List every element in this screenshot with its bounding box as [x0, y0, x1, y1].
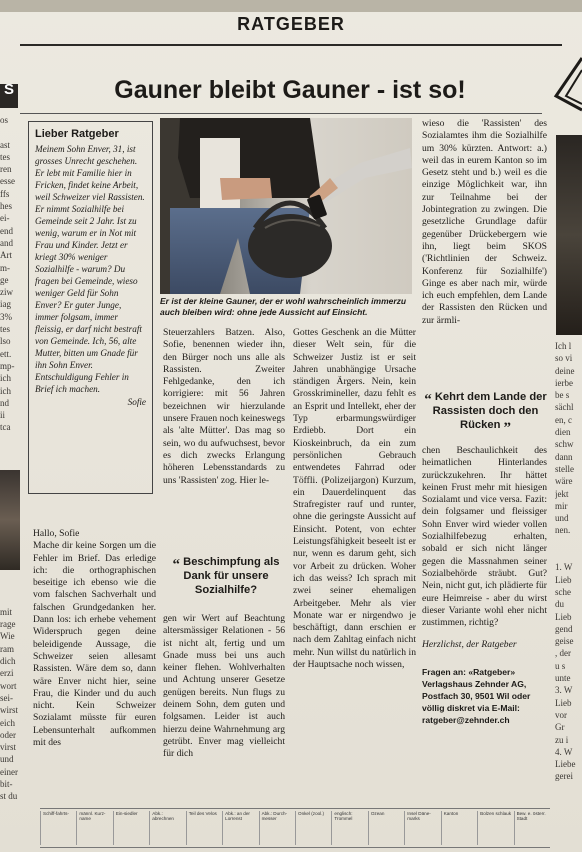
right-edge-word: jekt	[555, 488, 569, 499]
left-edge-word: virst	[0, 742, 17, 753]
right-edge-word: u s	[555, 660, 566, 671]
left-edge-word: ram	[0, 643, 14, 654]
article-column-4-continued	[422, 445, 547, 726]
left-edge-word	[0, 434, 20, 446]
corner-logo-icon	[552, 56, 582, 116]
contact-info: Fragen an: «Ratgeber» Verlagshaus Zehnder AG, Postfach 30, 9501 Wil oder völlig diskret via E-Mail: ratgeber@zehnder.ch	[422, 666, 531, 725]
left-edge-word	[0, 126, 20, 138]
left-edge-word: tes	[0, 324, 10, 335]
left-edge-word: wort	[0, 680, 17, 691]
crossword-cell: männl. Kurz-name	[76, 811, 112, 845]
right-edge-word	[555, 537, 582, 549]
article-column-3	[293, 327, 416, 671]
left-edge-words	[0, 114, 20, 803]
left-edge-word: ren	[0, 164, 12, 175]
right-edge-word: unte	[555, 673, 571, 684]
left-edge-word: ast	[0, 139, 10, 150]
left-edge-word: erzi	[0, 668, 14, 679]
article-column-2	[163, 327, 285, 487]
column-4-text: wieso die 'Rassisten' des Sozialamtes ihm die Sozialhilfe um 30% kürzten. Antwort: a.) weil das in eurem Kanton so im Gesetz steht und b.) weil es die einzige Möglichkeit war, ihn zur Teilnahme bei der Jobintegration zu zwingen. Die gesetzliche Grundlage dafür gegenüber Drückebergern wie ihn, liegt beim SKOS ('Richtlinien der Schweiz. Konferenz für Sozialhilfe') Ginge es aber nach mir, würde ich euch empfehlen, dem Lande der Rassisten den Rücken und zur ärmli-	[422, 118, 547, 326]
left-edge-word: nd	[0, 397, 9, 408]
letter-title: Lieber Ratgeber	[35, 128, 119, 140]
quote-open-icon: “	[172, 557, 181, 573]
right-edge-word: 1. W	[555, 562, 573, 573]
right-edge-photo	[556, 135, 582, 335]
right-edge-word: du	[555, 599, 564, 610]
headline-rule	[20, 113, 542, 114]
right-edge-word: 3. W	[555, 685, 573, 696]
right-edge-word: ierbe	[555, 377, 573, 388]
left-edge-word: hes	[0, 201, 12, 212]
left-edge-photo	[0, 470, 20, 570]
right-edge-word: stelle	[555, 463, 574, 474]
left-edge-word	[0, 458, 20, 470]
left-edge-word	[0, 569, 20, 581]
crossword-cell: Abk.: abrechnen	[149, 811, 185, 845]
right-edge-word: , der	[555, 648, 571, 659]
left-edge-word: tca	[0, 422, 11, 433]
left-edge-word: mp-	[0, 360, 15, 371]
left-edge-word: esse	[0, 176, 15, 187]
crossword-strip	[40, 808, 550, 848]
letter-body: Meinem Sohn Enver, 31, ist grosses Unrecht geschehen. Er lebt mit Familie hier in Fricken, findet keine Arbeit, weil Schweizer viel Rassisten. Er nimmt Sozialhilfe bei Gemeinde seit 2 Jahr. Ist zu wenig, warum er in Not mit Frau und Kinder. Jetzt er kriegt 30% weniger Sozialhilfe - warum? Du fragen bei Gemeinde, wieso weniger Geld für Sohn Enver? Er guter Junge, immer folgsam, immer fleissig, er darf nicht bestraft von Gemeinde. Ich, 56, alte Mutter, bitten um Gnade für ihn Sohn Enver. Entschuldigung Fehler in Brief ich machen.	[35, 144, 145, 394]
right-edge-word: en, c	[555, 414, 572, 425]
left-edge-word: os	[0, 115, 9, 125]
left-edge-word: tes	[0, 151, 10, 162]
right-edge-word: Lieb	[555, 574, 572, 585]
crossword-cell: Insel Däne-marks	[404, 811, 440, 845]
article-column-4	[422, 118, 547, 327]
right-edge-word: dien	[555, 427, 571, 438]
crossword-cell: englisch: Trommel	[331, 811, 367, 845]
left-edge-word: st du	[0, 791, 18, 802]
left-edge-word	[0, 446, 20, 458]
left-edge-word: ge	[0, 274, 9, 285]
right-edge-word: 4. W	[555, 746, 573, 757]
right-edge-word: zu i	[555, 734, 569, 745]
crossword-cell: Abk.: Durch-messer	[259, 811, 295, 845]
left-edge-word: ich	[0, 373, 11, 384]
article-column-2-continued	[163, 613, 285, 761]
left-edge-word: 3%	[0, 311, 12, 322]
right-edge-column	[555, 340, 582, 783]
right-edge-word: Lieb	[555, 697, 572, 708]
left-edge-word: rage	[0, 619, 16, 630]
crossword-cell: Onkel (zool.)	[295, 811, 331, 845]
left-edge-word: ffs	[0, 188, 10, 199]
left-edge-word: ei-	[0, 213, 10, 224]
left-edge-word: dich	[0, 656, 16, 667]
right-edge-word: Liebe	[555, 759, 576, 770]
pull-quote-1-text: Beschimpfung als Dank für unsere Sozialhilfe?	[183, 556, 280, 596]
pull-quote-1	[165, 556, 287, 597]
left-edge-word: Art	[0, 250, 12, 261]
left-edge-word: end	[0, 225, 13, 236]
left-edge-word: iag	[0, 299, 11, 310]
photo-caption: Er ist der kleine Gauner, der er wohl wahrscheinlich immerzu auch bleiben wird: ohne jede Aussicht auf Einsicht.	[160, 296, 407, 317]
right-edge-word: sche	[555, 586, 571, 597]
right-edge-word: Gr	[555, 722, 565, 733]
right-edge-words	[555, 340, 582, 783]
quote-close-icon: ”	[503, 419, 512, 436]
signoff: Herzlichst, der Ratgeber	[422, 639, 517, 651]
right-edge-word: so vi	[555, 353, 573, 364]
crossword-cell: Bolzen schlauk	[477, 811, 513, 845]
column-3-text: Gottes Geschenk an die Mütter dieser Welt sein, für die Schweizer Justiz ist er seit Jahren unabhängige Ursache ständigen Ärgers. Nein, kein Grosskrimineller, dazu fehlt es an Esprit und Intellekt, eher der Typ erbarmungswürdiger Erdiebb. Dort ein Kioskeinbruch, da ein zum persönlichen Gebrauch entwendetes Fahrrad oder Töffli. (Polizeijargon) Kurzum, ein Dauerdelinquent das Strafregister rauf und runter, ohne die geringste Aussicht auf Einsicht. Potent, von echter Leistungsfähigkeit beseelt ist er nur, wenn es darum geht, sich vor Arbeit zu drücken. Woher ich das weiss? Ich sprach mit zwei seiner ehemaligen Arbeitgeber. Mehr als vier Monate war er nirgendwo je beschäftigt, dann erschien er nach dem Zahltag einfach nicht mehr. Nun willst du natürlich in der Hauptsache noch wissen,	[293, 327, 416, 671]
reader-letter-box	[28, 121, 153, 494]
right-edge-word: vor	[555, 709, 567, 720]
right-edge-word: gend	[555, 623, 573, 634]
section-rule	[20, 44, 562, 46]
right-edge-word	[555, 549, 582, 561]
column-2-continued-text: gen wir Wert auf Beachtung altersmässiger Relationen - 56 ist nicht alt, fertig und um Gnade muss bei uns auch keiner flehen. Wohlverhalten und Achtung unserer Gesetze genügen bereits. Nun flugs zu deinem Sohn, dem guten und folgsamen. Leider ist auch hierzu deine Wahrnehmung arg getrübt. Enver mag vielleicht für dich	[163, 613, 285, 760]
crossword-cell: Ozean	[368, 811, 404, 845]
right-edge-word: Lieb	[555, 611, 572, 622]
top-strip	[0, 0, 582, 12]
left-edge-word: ich	[0, 385, 11, 396]
left-edge-word: oder	[0, 729, 16, 740]
right-edge-word: geise	[555, 636, 574, 647]
crossword-cell: Bew. e. österr. Stadt	[514, 811, 550, 845]
right-edge-word: nen.	[555, 525, 571, 536]
right-edge-word: dann	[555, 451, 573, 462]
left-edge-word: Wie	[0, 631, 15, 642]
left-edge-word	[0, 594, 20, 606]
left-edge-tab: S	[0, 84, 18, 108]
left-edge-word: wirst	[0, 705, 18, 716]
right-edge-word: deine	[555, 365, 575, 376]
quote-open-icon: “	[424, 392, 432, 408]
left-edge-word: bit-	[0, 779, 13, 790]
left-edge-word	[0, 581, 20, 593]
right-edge-word: und	[555, 513, 569, 524]
left-edge-word: und	[0, 754, 14, 765]
headline: Gauner bleibt Gauner - ist so!	[114, 76, 466, 104]
left-edge-word: einer	[0, 766, 18, 777]
column-2-text: Steuerzahlers Batzen. Also, Sofie, benennen wieder ihn, den Bürger noch uns alle als Rassisten. Zweiter Fehlgedanke, den ich korrigiere: mit 56 Jahren bezeichnen wir hierzulande unsere Frauen noch keineswegs als 'alte Mütter'. Das mag so sein, wo du aufwuchsest, bevor es dich zwecks Erlangung höheren Lebensstandards zu uns 'Rassisten' zog. Hier le-	[163, 327, 285, 486]
right-edge-word: gerei	[555, 771, 573, 782]
crossword-cell: Abk.: an der Lorrenst	[222, 811, 258, 845]
pull-quote-2	[424, 391, 547, 436]
right-edge-word: Ich l	[555, 341, 572, 351]
left-edge-word: sei-	[0, 692, 13, 703]
left-edge-word: m-	[0, 262, 10, 273]
left-edge-word: mit	[0, 606, 13, 617]
right-edge-word: schw	[555, 439, 574, 450]
left-edge-word: ziw	[0, 287, 13, 298]
article-column-1	[33, 528, 156, 749]
column-4-continued-text: chen Beschaulichkeit des heimatlichen Hinterlandes zurückzukehren. Ihr hättet keinen Frust mehr mit hiesigen Sozialamt und vice versa. Fazit: dein folgsamer und fleissiger Sohn Enver wird wieder vollen Sozialhilfebezug erhalten, sobald er sich nicht länger gegen die Massnahmen seiner Sozialbehörde sträubt. Gut? Nein, nicht gut, ich plädierte für eure Heimreise - aber du wirst dieser Variante wohl eher nicht zustimmen, richtig?	[422, 445, 547, 629]
article-photo	[160, 118, 412, 294]
section-label: RATGEBER	[237, 14, 345, 34]
left-edge-column	[0, 84, 20, 803]
right-edge-word: wäre	[555, 476, 573, 487]
crossword-cell: Schiff-fahrts-	[40, 811, 76, 845]
column-1-text: Hallo, Sofie Mache dir keine Sorgen um die Fehler im Brief. Das erledige ich: die orthographischen beseitige ich ebenso wie die vom falschen Sachverhalt und falschen Grundgedanken her. Dann los: ich erhebe vehement Widerspruch gegen deine beleidigende Aussage, die Schweizer seien allesamt Rassisten. Wäre dem so, dann wäre Enver nicht hier, seine Frau, die Kinder und du auch nicht. Kein Schweizer Sozialamt müsste für euren Lebensunterhalt aufkommen mit des	[33, 528, 156, 749]
right-edge-word: be s	[555, 390, 570, 401]
left-edge-word: eich	[0, 717, 15, 728]
left-edge-word: ii	[0, 410, 6, 421]
right-edge-word: mir	[555, 500, 568, 511]
crossword-cell: Kanton	[441, 811, 477, 845]
crossword-cell: Ein-siedler	[113, 811, 149, 845]
letter-signature: Sofie	[127, 397, 146, 407]
pull-quote-2-text: Kehrt dem Lande der Rassisten doch den Rücken	[432, 391, 547, 431]
left-edge-word: ett.	[0, 348, 12, 359]
left-edge-word: and	[0, 237, 13, 248]
crossword-cell: Teil des Velos	[186, 811, 222, 845]
right-edge-word: sächl	[555, 402, 574, 413]
left-edge-word: lso	[0, 336, 11, 347]
